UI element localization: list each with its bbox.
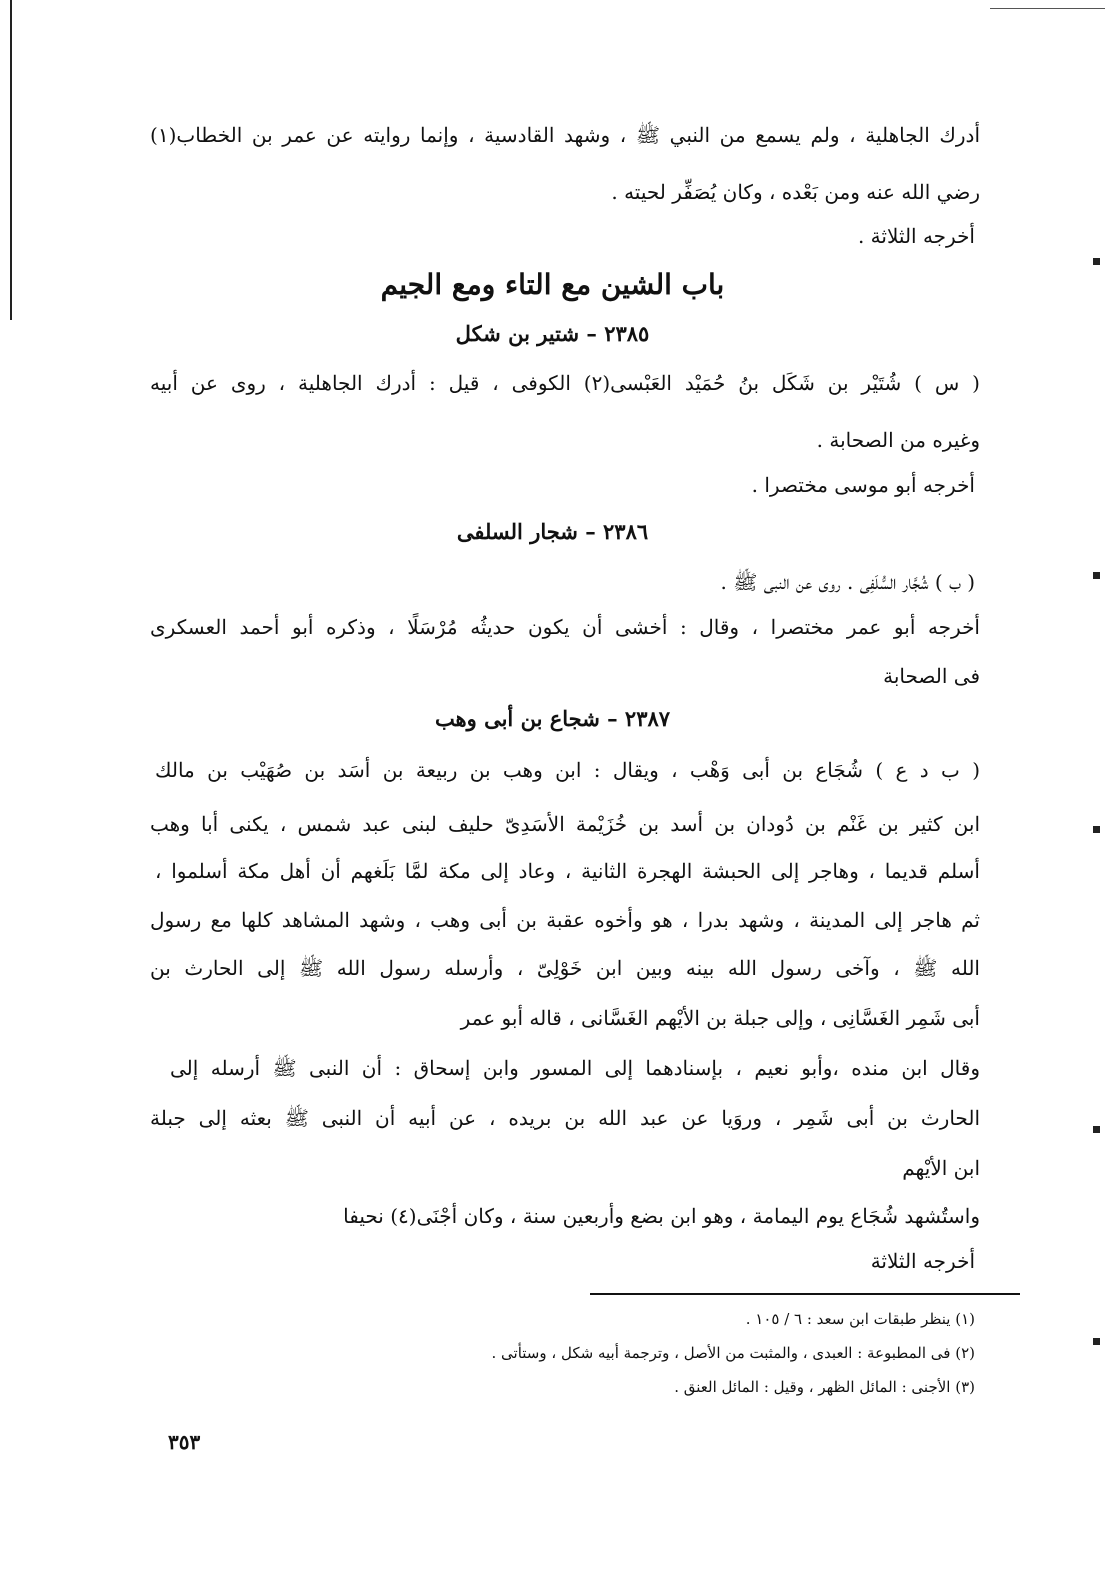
text-line: الله ﷺ ، وآخى رسول الله بينه وبين ابن خَوْلِىّ ، وأرسله رسول الله ﷺ إلى الحارث بن <box>150 956 980 980</box>
text-line: أبى شَمِر الغَسَّانِى ، وإلى جبلة بن الأيْهم الغَسَّانى ، قاله أبو عمر <box>460 1006 980 1030</box>
entry-heading: ٢٣٨٦ – شجار السلفى <box>456 519 649 544</box>
footnote: (٣) الأجنى : المائل الظهر ، وقيل : المائل العنق . <box>674 1378 975 1396</box>
margin-mark <box>1093 826 1100 833</box>
text-line: أخرجه الثلاثة <box>870 1249 975 1273</box>
text-line: واستُشهد شُجَاع يوم اليمامة ، وهو ابن بضع وأربعين سنة ، وكان أجْنَى(٤) نحيفا <box>343 1204 980 1228</box>
margin-mark <box>1093 572 1100 579</box>
text-line: وقال ابن منده ،وأبو نعيم ، بإسنادهما إلى المسور وابن إسحاق : أن النبى ﷺ أرسله إلى <box>170 1056 980 1080</box>
text-line: أخرجه الثلاثة . <box>857 224 975 248</box>
text-line: أسلم قديما ، وهاجر إلى الحبشة الهجرة الثانية ، وعاد إلى مكة لمَّا بَلَغهم أن أهل مكة أسلموا ، <box>155 859 980 883</box>
chapter-title: باب الشين مع التاء ومع الجيم <box>380 268 725 301</box>
scan-border-top <box>990 8 1105 9</box>
text-line: أخرجه أبو موسى مختصرا . <box>751 473 975 497</box>
text-line: ابن كثير بن غَنْم بن دُودان بن أسد بن خُزَيْمة الأسَدِىّ حليف لبنى عبد شمس ، يكنى أبا وهب <box>150 812 980 836</box>
page-number: ٣٥٣ <box>168 1430 201 1454</box>
margin-mark <box>1093 1126 1100 1133</box>
margin-mark <box>1093 258 1100 265</box>
text-line: أدرك الجاهلية ، ولم يسمع من النبي ﷺ ، وشهد القادسية ، وإنما روايته عن عمر بن الخطاب(١) <box>150 123 981 147</box>
entry-heading: ٢٣٨٥ – شتير بن شكل <box>455 321 650 346</box>
text-line: ( ب ) شُجَّار السُّلَفِى . روى عن النبى ﷺ . <box>720 570 975 594</box>
text-line: وغيره من الصحابة . <box>816 428 980 452</box>
footnote: (١) ينظر طبقات ابن سعد : ٦ / ١٠٥ . <box>745 1310 975 1328</box>
text-line: أخرجه أبو عمر مختصرا ، وقال : أخشى أن يكون حديثُه مُرْسَلًا ، وذكره أبو أحمد العسكرى <box>150 615 980 639</box>
text-line: ابن الأيْهم <box>902 1156 980 1180</box>
footnote: (٢) فى المطبوعة : العبدى ، والمثبت من الأصل ، وترجمة أبيه شكل ، وستأتى . <box>491 1344 975 1362</box>
footnote-rule <box>590 1293 1020 1295</box>
text-line: ( س ) شُتَيْر بن شَكَل بنُ حُمَيْد العَبْسى(٢) الكوفى ، قيل : أدرك الجاهلية ، روى عن أبيه <box>150 371 980 395</box>
text-line: ثم هاجر إلى المدينة ، وشهد بدرا ، هو وأخوه عقبة بن أبى وهب ، وشهد المشاهد كلها مع رسول <box>150 908 980 932</box>
text-line: رضي الله عنه ومن بَعْده ، وكان يُصَفِّر لحيته . <box>611 180 980 204</box>
text-line: الحارث بن أبى شَمِر ، وروَيا عن عبد الله بن بريده ، عن أبيه أن النبى ﷺ بعثه إلى جبلة <box>150 1106 980 1130</box>
text-line: ( ب د ع ) شُجَاع بن أبى وَهْب ، ويقال : ابن وهب بن ربيعة بن أسَد بن صُهَيْب بن مالك <box>155 758 980 782</box>
text-line: فى الصحابة <box>883 664 980 688</box>
margin-mark <box>1093 1338 1100 1345</box>
entry-heading: ٢٣٨٧ – شجاع بن أبى وهب <box>434 706 671 731</box>
